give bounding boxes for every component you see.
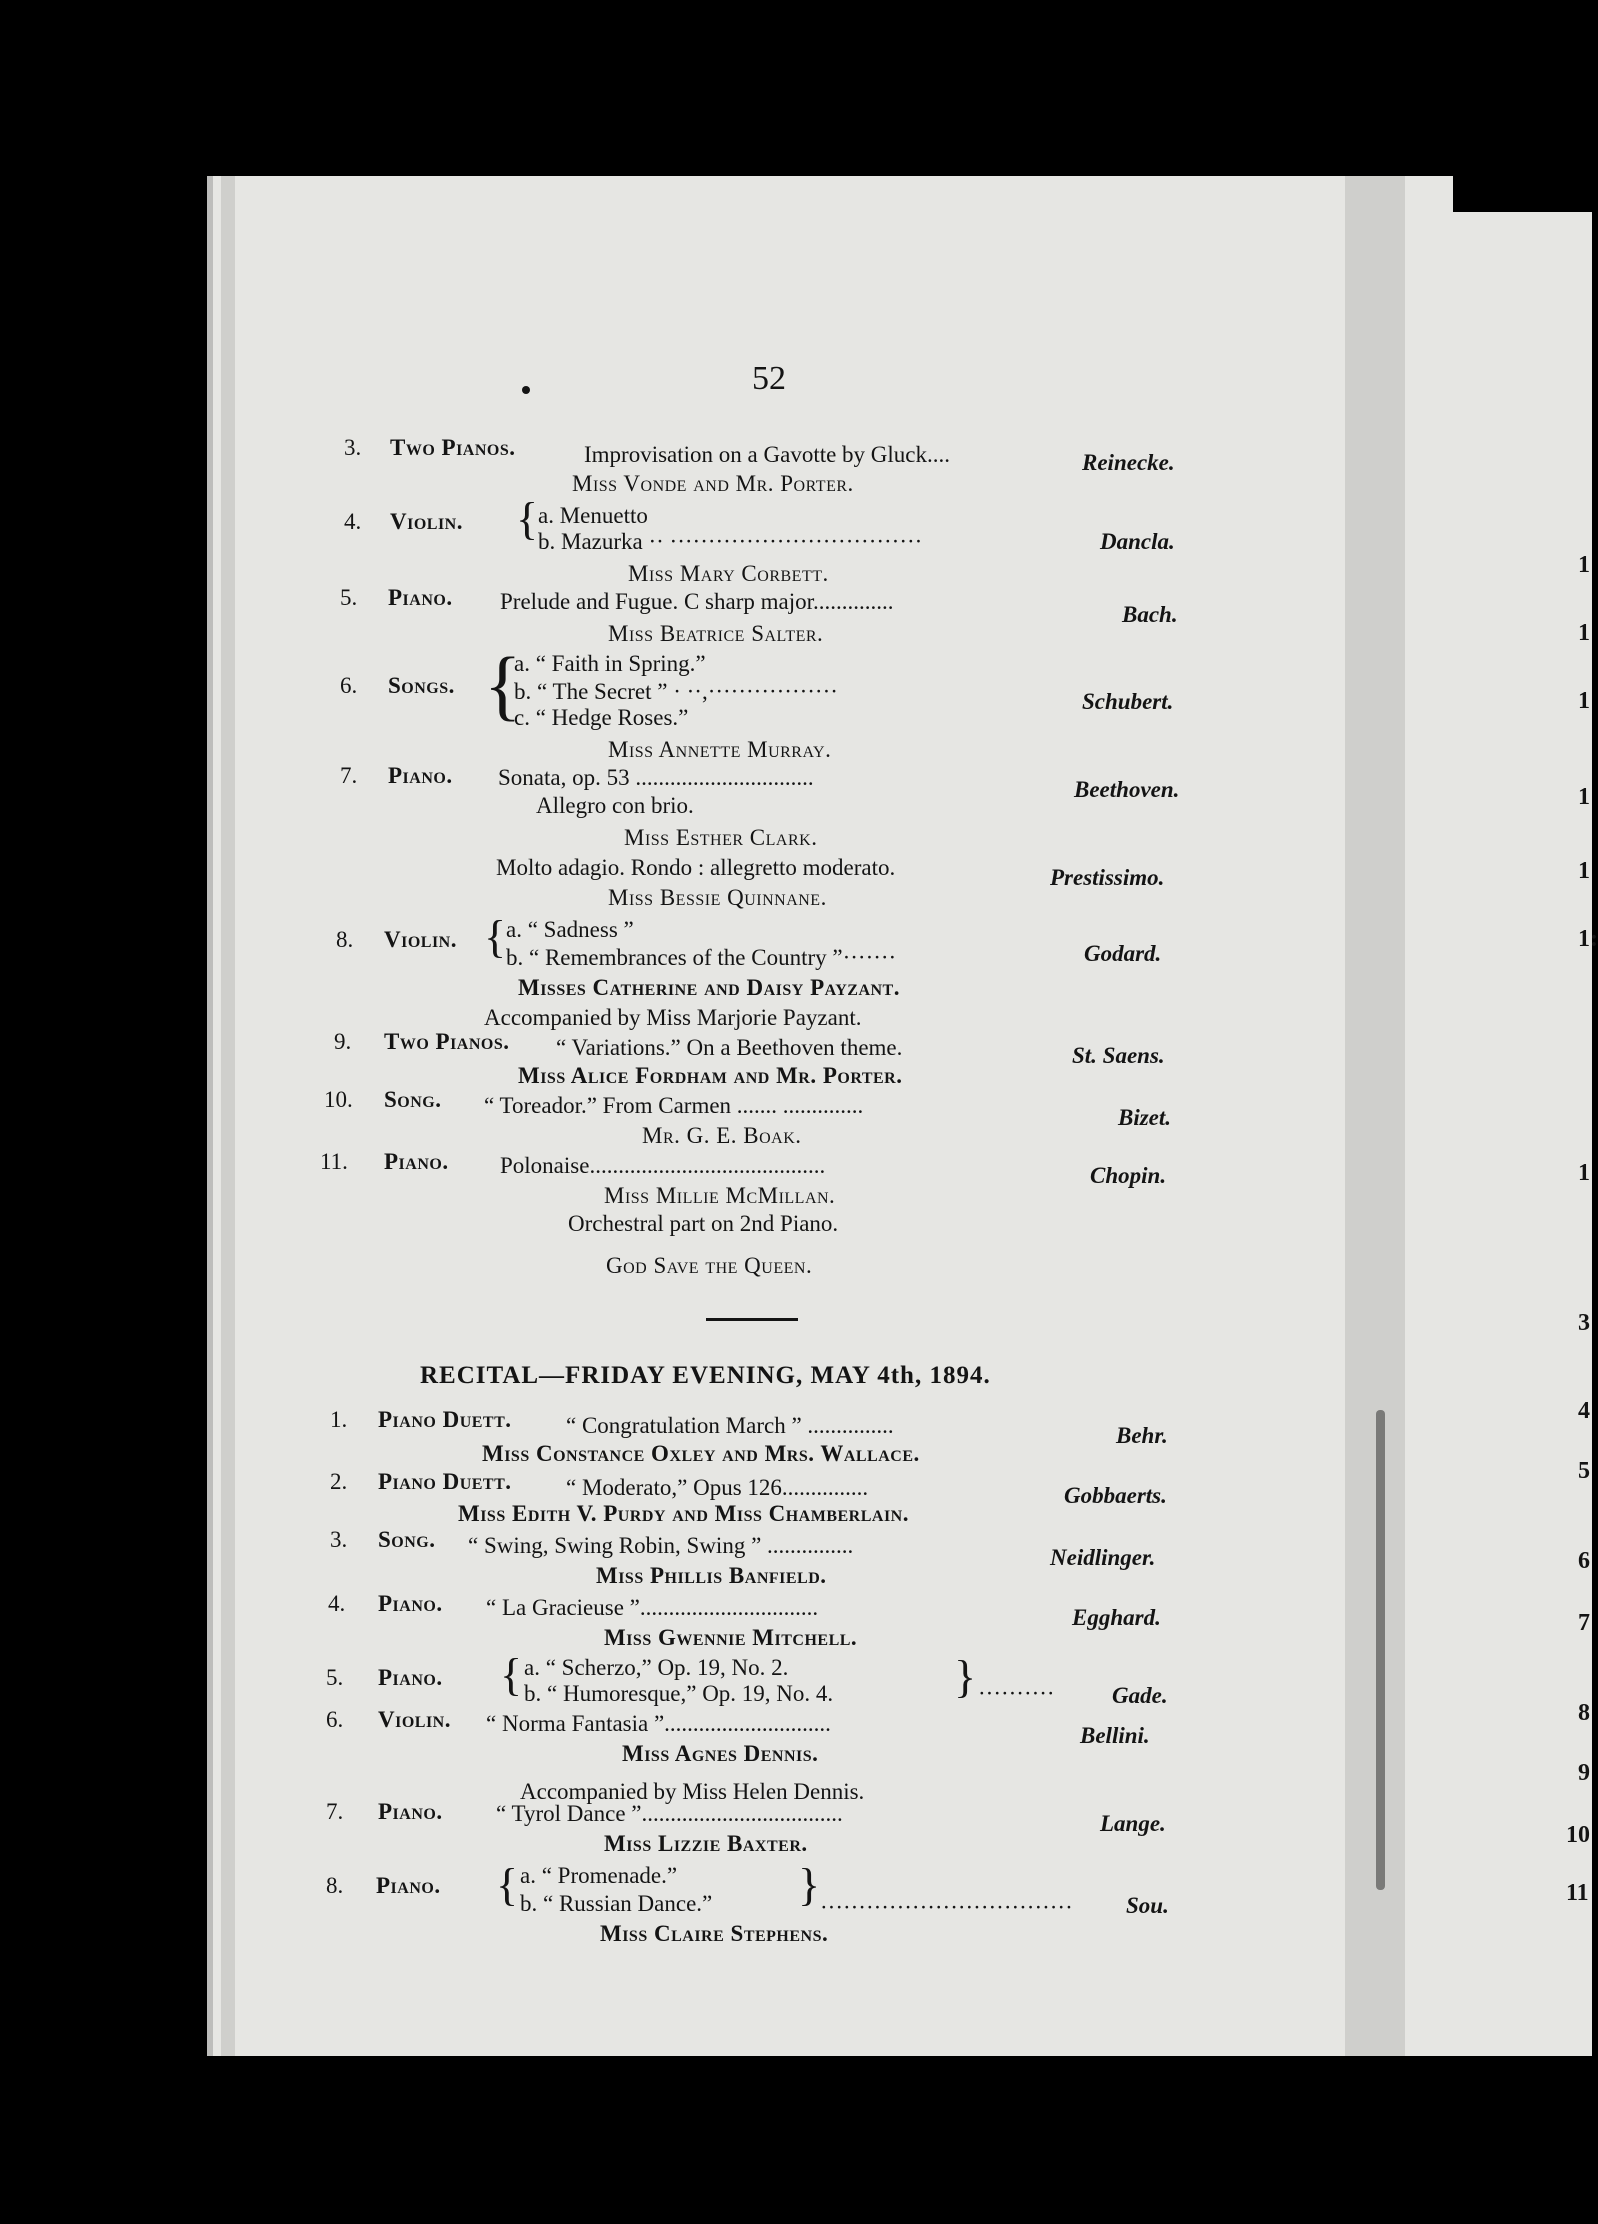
piece: “ Moderato,” Opus 126............... — [566, 1475, 869, 1500]
item-number: 3. — [330, 1527, 348, 1552]
facing-page-number: 11 — [1566, 1880, 1589, 1906]
facing-page-number: 1 — [1578, 688, 1590, 714]
sub-piece: a. “ Promenade.” — [520, 1863, 678, 1888]
facing-page-number: 6 — [1578, 1548, 1590, 1574]
brace: { — [500, 1649, 523, 1700]
instrument: Violin. — [378, 1707, 451, 1732]
facing-page-number: 1: — [1578, 926, 1598, 952]
performer: Miss Alice Fordham and Mr. Porter. — [518, 1063, 903, 1088]
composer: Dancla. — [1100, 529, 1175, 554]
performer: Misses Catherine and Daisy Payzant. — [518, 975, 900, 1000]
sub-piece: a. Menuetto — [538, 503, 648, 528]
sub-piece: c. “ Hedge Roses.” — [514, 705, 689, 730]
leader-dots: ·········· — [978, 1681, 1055, 1706]
sub-piece: b. “ Russian Dance.” — [520, 1891, 713, 1916]
note: Orchestral part on 2nd Piano. — [568, 1211, 839, 1236]
piece: “ Congratulation March ” ............... — [566, 1413, 894, 1438]
composer: Reinecke. — [1082, 450, 1175, 475]
facing-page-number: 9 — [1578, 1760, 1590, 1786]
performer: Miss Claire Stephens. — [600, 1921, 829, 1946]
sub-piece: a. “ Scherzo,” Op. 19, No. 2. — [524, 1655, 789, 1680]
composer: Beethoven. — [1074, 777, 1180, 802]
performer: Miss Constance Oxley and Mrs. Wallace. — [482, 1441, 920, 1466]
closing-brace: } — [798, 1859, 821, 1910]
piece: “ Tyrol Dance ”................................... — [496, 1801, 843, 1826]
facing-page-number: 1 — [1578, 1160, 1590, 1186]
composer: Behr. — [1116, 1423, 1168, 1448]
performer: Miss Beatrice Salter. — [608, 621, 824, 646]
item-number: 7. — [326, 1799, 344, 1824]
instrument: Songs. — [388, 673, 455, 698]
performer: Miss Gwennie Mitchell. — [604, 1625, 858, 1650]
instrument: Two Pianos. — [390, 435, 516, 460]
instrument: Piano Duett. — [378, 1469, 512, 1494]
accompanist: Accompanied by Miss Marjorie Payzant. — [484, 1005, 862, 1030]
brace: { — [484, 641, 522, 728]
instrument: Piano Duett. — [378, 1407, 512, 1432]
facing-page-number: 5 — [1578, 1458, 1590, 1484]
sub-piece: b. “ Humoresque,” Op. 19, No. 4. — [524, 1681, 834, 1706]
performer: Miss Edith V. Purdy and Miss Chamberlain. — [458, 1501, 909, 1526]
instrument: Violin. — [390, 509, 463, 534]
facing-page-number: 1 — [1578, 620, 1590, 646]
item-number: 5. — [326, 1665, 344, 1690]
instrument: Piano. — [378, 1665, 443, 1690]
performer: Miss Bessie Quinnane. — [608, 885, 827, 910]
performer: Mr. G. E. Boak. — [642, 1123, 802, 1148]
recital-heading: RECITAL—FRIDAY EVENING, MAY 4th, 1894. — [420, 1362, 991, 1389]
piece: “ Swing, Swing Robin, Swing ” ............... — [468, 1533, 854, 1558]
composer: Lange. — [1100, 1811, 1166, 1836]
composer: Bach. — [1122, 602, 1178, 627]
performer: Miss Vonde and Mr. Porter. — [572, 471, 854, 496]
facing-page-number: 3 — [1578, 1310, 1590, 1336]
movement: Allegro con brio. — [536, 793, 694, 818]
item-number: 6. — [340, 673, 358, 698]
instrument: Violin. — [384, 927, 457, 952]
facing-page-number: 1 — [1578, 858, 1590, 884]
piece: Sonata, op. 53 ............................... — [498, 765, 814, 790]
movement: Molto adagio. Rondo : allegretto moderato. — [496, 855, 896, 880]
sub-piece: b. Mazurka ·· ································· — [538, 529, 923, 554]
item-number: 8. — [326, 1873, 344, 1898]
item-number: 5. — [340, 585, 358, 610]
composer: Gade. — [1112, 1683, 1168, 1708]
section-divider — [706, 1318, 798, 1321]
tempo-marking: Prestissimo. — [1050, 865, 1165, 890]
composer: Egghard. — [1072, 1605, 1161, 1630]
piece: Improvisation on a Gavotte by Gluck.... — [584, 442, 951, 467]
item-number: 2. — [330, 1469, 348, 1494]
sub-piece: a. “ Sadness ” — [506, 917, 634, 942]
instrument: Piano. — [378, 1799, 443, 1824]
performer: Miss Mary Corbett. — [628, 561, 829, 586]
piece: Polonaise......................................... — [500, 1153, 826, 1178]
performer: Miss Lizzie Baxter. — [604, 1831, 808, 1856]
composer: Bizet. — [1118, 1105, 1172, 1130]
closing-anthem: God Save the Queen. — [606, 1253, 813, 1278]
composer: Sou. — [1126, 1893, 1169, 1918]
facing-page — [1405, 212, 1592, 2056]
item-number: 7. — [340, 763, 358, 788]
sub-piece: b. “ The Secret ” · ··,················· — [514, 679, 838, 704]
item-number: 6. — [326, 1707, 344, 1732]
closing-brace: } — [954, 1651, 977, 1702]
accompanist: Accompanied by Miss Helen Dennis. — [520, 1779, 865, 1804]
instrument: Two Pianos. — [384, 1029, 510, 1054]
item-number: 8. — [336, 927, 354, 952]
instrument: Piano. — [384, 1149, 449, 1174]
item-number: 1. — [330, 1407, 348, 1432]
composer: Schubert. — [1082, 689, 1174, 714]
instrument: Piano. — [376, 1873, 441, 1898]
page-mark — [522, 386, 530, 394]
instrument: Piano. — [388, 763, 453, 788]
piece: “ Norma Fantasia ”............................. — [486, 1711, 831, 1736]
performer: Miss Agnes Dennis. — [622, 1741, 819, 1766]
instrument: Song. — [384, 1087, 442, 1112]
page-number: 52 — [752, 360, 786, 397]
item-number: 4. — [344, 509, 362, 534]
piece: Prelude and Fugue. C sharp major.............. — [500, 589, 894, 614]
binding-thread — [1376, 1410, 1385, 1890]
sub-piece: b. “ Remembrances of the Country ”······· — [506, 945, 897, 970]
composer: Bellini. — [1080, 1723, 1150, 1748]
performer: Miss Annette Murray. — [608, 737, 832, 762]
performer: Miss Phillis Banfield. — [596, 1563, 827, 1588]
composer: Chopin. — [1090, 1163, 1167, 1188]
leader-dots: ································· — [820, 1895, 1073, 1920]
facing-page-number: 7 — [1578, 1610, 1590, 1636]
instrument: Song. — [378, 1527, 436, 1552]
performer: Miss Millie McMillan. — [604, 1183, 836, 1208]
composer: Godard. — [1084, 941, 1162, 966]
composer: Gobbaerts. — [1064, 1483, 1167, 1508]
facing-page-number: 4 — [1578, 1398, 1590, 1424]
facing-page-number: 10 — [1566, 1822, 1590, 1848]
performer: Miss Esther Clark. — [624, 825, 818, 850]
facing-page-number: 8 — [1578, 1700, 1590, 1726]
brace: { — [516, 493, 539, 544]
brace: { — [484, 911, 507, 962]
facing-page-number: 1 — [1578, 784, 1590, 810]
item-number: 4. — [328, 1591, 346, 1616]
piece: “ La Gracieuse ”............................... — [486, 1595, 819, 1620]
item-number: 10. — [324, 1087, 353, 1112]
instrument: Piano. — [388, 585, 453, 610]
piece: “ Variations.” On a Beethoven theme. — [556, 1035, 903, 1060]
item-number: 11. — [320, 1149, 348, 1174]
composer: Neidlinger. — [1050, 1545, 1156, 1570]
instrument: Piano. — [378, 1591, 443, 1616]
composer: St. Saens. — [1072, 1043, 1165, 1068]
brace: { — [496, 1859, 519, 1910]
item-number: 3. — [344, 435, 362, 460]
book-gutter — [1345, 176, 1405, 2056]
piece: “ Toreador.” From Carmen ....... .............. — [484, 1093, 864, 1118]
facing-page-number: 1 — [1578, 552, 1590, 578]
item-number: 9. — [334, 1029, 352, 1054]
sub-piece: a. “ Faith in Spring.” — [514, 651, 706, 676]
